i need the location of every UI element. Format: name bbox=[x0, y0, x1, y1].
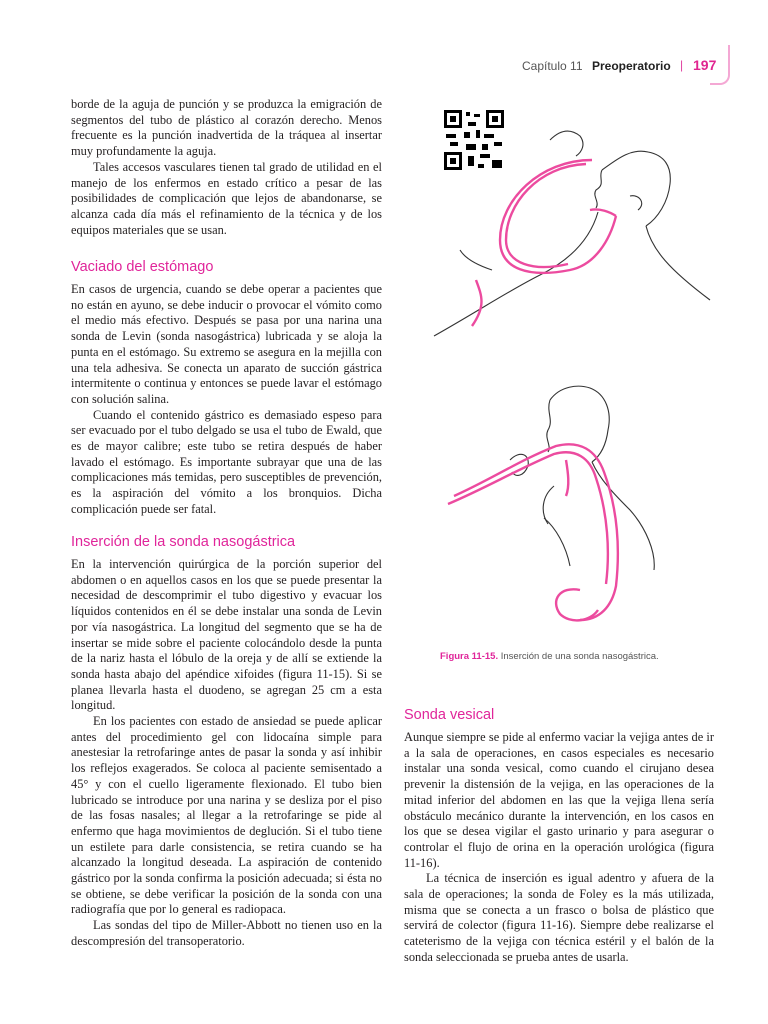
paragraph: Cuando el contenido gástrico es demasiado espeso para ser evacuado por el tubo delgado se usa el tubo de Ewald, que es de mayor calibre; este tubo se retira después de haber lavado el estómago. Es importante subrayar que una de las complicaciones más temidas, pero susceptibles de prevención, es la aspiración del vómito a los bronquios. Dicha complicación puede ser fatal. bbox=[71, 407, 382, 516]
section-heading-sonda-vesical: Sonda vesical bbox=[404, 707, 495, 723]
figure-caption-text: Inserción de una sonda nasogástrica. bbox=[500, 651, 659, 662]
page-corner-decoration bbox=[710, 45, 730, 85]
figure-label: Figura 11-15. bbox=[440, 651, 499, 662]
qr-code bbox=[444, 110, 504, 170]
paragraph: En la intervención quirúrgica de la porción superior del abdomen o en aquellos casos en los que se puede presentar la necesidad de descomprimir el tubo digestivo y evacuar los líquidos contenidos en él se debe instalar una sonda de Levin por vía nasogástrica. La longitud del segmento que se ha de insertar se mide sobre el paciente colocándolo desde la punta de la nariz hasta el lóbulo de la oreja y de allí se extiende la sonda hasta abajo del apéndice xifoides (figura 11-15). Si se planea llevarla hasta el duodeno, se agregan 25 cm a esta longitud. bbox=[71, 557, 382, 713]
figure-caption bbox=[440, 651, 730, 662]
paragraph: Aunque siempre se pide al enfermo vaciar la vejiga antes de ir a la sala de operaciones, en casos especiales es necesario instalar una sonda vesical, como cuando el cirujano desea prevenir la distensión de la vejiga, en las operaciones de la mitad inferior del abdomen en las que la vejiga llena sería obstáculo mecánico durante la intervención, en los casos en los que se desea vigilar el gasto urinario y para asegurar o controlar el flujo de orina en la operación urológica (figura 11-16). bbox=[404, 730, 714, 870]
paragraph: borde de la aguja de punción y se produzca la emigración de segmentos del tubo de plástico al corazón derecho. Menos frecuente es la punción inadvertida de la tráquea al insertar muy profundamente la aguja. bbox=[71, 97, 382, 159]
paragraph: Las sondas del tipo de Miller-Abbott no tienen uso en la descompresión del transoperatorio. bbox=[71, 918, 382, 948]
chapter-label: Capítulo 11 bbox=[522, 59, 583, 73]
section-heading-insercion: Inserción de la sonda nasogástrica bbox=[71, 534, 296, 550]
section-label: Preoperatorio bbox=[592, 59, 671, 73]
section-heading-vaciado: Vaciado del estómago bbox=[71, 259, 214, 275]
paragraph: En los pacientes con estado de ansiedad se puede aplicar antes del procedimiento gel con lidocaína simple para anestesiar la retrofaringe antes de pasar la sonda y así inhibir los reflejos exagerados. Se coloca al paciente semisentado a 45° y con el cuello ligeramente flexionado. El tubo bien lubricado se introduce por una narina y se desliza por el piso de las fosas nasales; al llegar a la retrofaringe se pide al enfermo que haga movimientos de deglución. Si el tubo tiene un estilete para darle consistencia, se retira cuando se ha alcanzado la longitud deseada. La aspiración de contenido gástrico por la sonda confirma la posición adecuada; si ésta no se obtiene, se debe verificar la posición de la sonda con una radiografía que por lo general es radiopaca. bbox=[71, 714, 382, 917]
running-header bbox=[500, 55, 730, 77]
nasogastric-tube-bottom bbox=[448, 444, 618, 620]
figure-illustration bbox=[420, 100, 740, 645]
column2-sonda-vesical bbox=[404, 730, 714, 966]
paragraph: En casos de urgencia, cuando se debe operar a pacientes que no están en ayuno, se debe inducir o provocar el vómito como el medio más efectivo. Después se pasa por una narina una sonda de Levin (sonda nasogástrica) lubricada y se aloja la punta en el estómago. Su extremo se asegura en la mejilla con una tela adhesiva. Se conecta un aparato de succión gástrica intermitente o continua y entonces se puede lavar el estómago con solución salina. bbox=[71, 282, 382, 406]
column1-vaciado bbox=[71, 282, 382, 518]
column1-intro bbox=[71, 97, 382, 238]
page-number: 197 bbox=[693, 57, 717, 73]
paragraph: Tales accesos vasculares tienen tal grado de utilidad en el manejo de los enfermos en estado crítico a pesar de las posibilidades de complicación que lejos de abandonarse, se alcanza cada día más el refinamiento de la técnica y de los equipos materiales que se usan. bbox=[71, 159, 382, 237]
header-separator: | bbox=[680, 58, 684, 72]
column1-insercion bbox=[71, 557, 382, 950]
paragraph: La técnica de inserción es igual adentro y afuera de la sala de operaciones; la sonda de Foley es la más utilizada, misma que se conecta a un frasco o bolsa de plástico que servirá de colector (figura 11-16). Siempre debe realizarse el cateterismo de la vejiga con técnica estéril y el balón de la sonda seleccionada se prueba antes de usarla. bbox=[404, 871, 714, 964]
patient-profile-bottom bbox=[510, 386, 654, 570]
